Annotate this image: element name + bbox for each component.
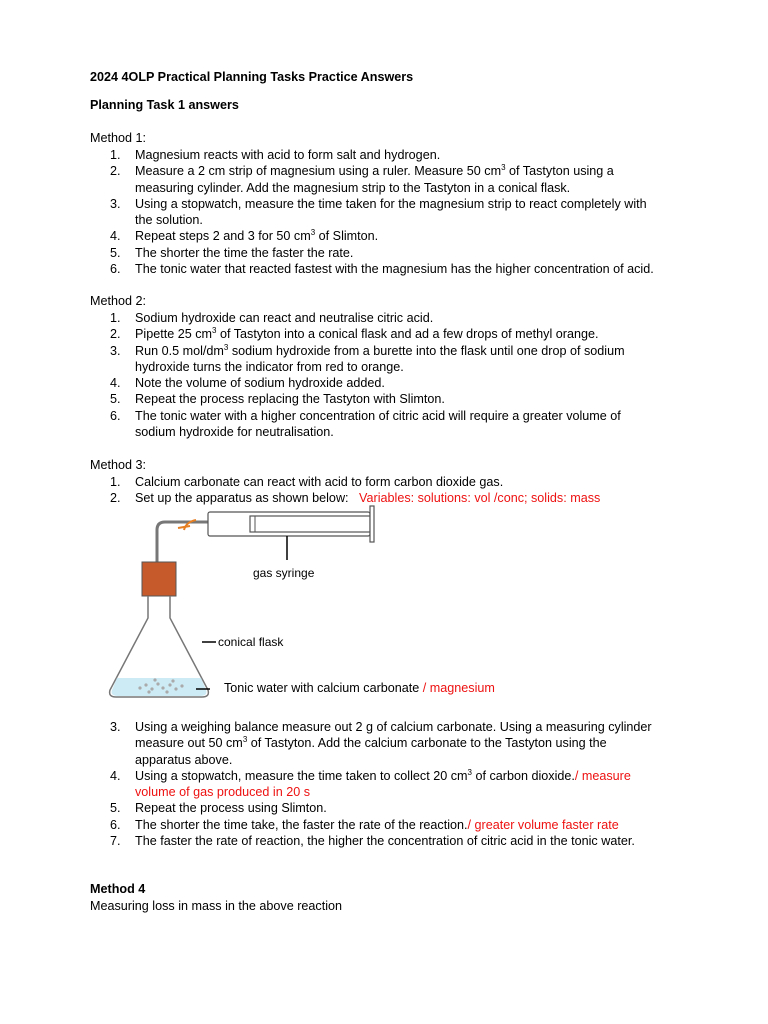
- method3-heading: Method 3:: [90, 458, 147, 472]
- section-heading: Planning Task 1 answers: [90, 98, 239, 112]
- method1-steps: [90, 147, 730, 277]
- list-item: 6. The tonic water that reacted fastest with the magnesium has the higher concentration of acid.: [110, 262, 654, 277]
- list-item: 5. Repeat the process using Slimton.: [110, 801, 327, 816]
- method2-heading: Method 2:: [90, 294, 147, 308]
- method4-heading: Method 4: [90, 882, 146, 896]
- method4-text: Measuring loss in mass in the above reaction: [90, 899, 343, 913]
- variables-note: Variables: solutions: vol /conc; solids: mass: [359, 491, 601, 506]
- flask-label: conical flask: [218, 635, 284, 649]
- apparatus-diagram: [100, 500, 700, 710]
- list-item: 3. Run 0.5 mol/$dm^3$ sodium hydroxide from a burette into the flask until one drop of sodium hydroxide turns the indicator from red to orange.: [110, 342, 625, 374]
- list-item: 1. Calcium carbonate can react with acid to form carbon dioxide gas.: [110, 475, 504, 489]
- flask-liquid: [112, 678, 207, 696]
- list-item: 2. Set up the apparatus as shown below: Variables: solutions: vol /conc; solids: mass: [110, 491, 601, 506]
- list-item: 4. Repeat steps 2 and 3 for 50 $cm^3$ of Slimton.: [110, 228, 379, 244]
- list-item: 2. Pipette 25 $cm^3$ of Tastyton into a conical flask and ad a few drops of methyl orange.: [110, 326, 599, 342]
- syringe-plunger: [250, 516, 370, 532]
- list-item: 6. The shorter the time take, the faster the rate of the reaction./ greater volume faster rate: [110, 817, 619, 832]
- list-item: 5. Repeat the process replacing the Tastyton with Slimton.: [110, 392, 445, 407]
- apparatus-figure: [100, 500, 700, 710]
- list-item: 1. Sodium hydroxide can react and neutralise citric acid.: [110, 311, 434, 325]
- contents-label: Tonic water with calcium carbonate / magnesium: [224, 681, 495, 695]
- list-item: 1. Magnesium reacts with acid to form salt and hydrogen.: [110, 148, 441, 162]
- list-item: 2. Measure a 2 cm strip of magnesium using a ruler. Measure 50 $cm^3$ of Tastyton using a measuring cylinder. Add the magnesium strip to the Tastyton in a conical flask.: [110, 163, 614, 195]
- list-item: 5. The shorter the time the faster the rate.: [110, 245, 354, 260]
- list-item: 4. Note the volume of sodium hydroxide added.: [110, 376, 385, 391]
- method3-steps-bottom: [90, 719, 740, 849]
- method2-steps: [90, 310, 730, 440]
- list-item: 6. The tonic water with a higher concentration of citric acid will require a greater volume of sodium hydroxide for neutralisation.: [110, 408, 621, 440]
- list-item: 3. Using a stopwatch, measure the time taken for the magnesium strip to react completely with the solution.: [110, 196, 647, 228]
- list-item: 3. Using a weighing balance measure out 2 g of calcium carbonate. Using a measuring cylinder measure out 50 $cm^3$ of Tastyton. Add the calcium carbonate to the Tastyton using the apparatus above.: [110, 720, 652, 767]
- list-item: 4. Using a stopwatch, measure the time taken to collect 20 $cm^3$ of carbon dioxide./ measure volume of gas produced in 20 s: [110, 767, 631, 800]
- list-item: 7. The faster the rate of reaction, the higher the concentration of citric acid in the tonic water.: [110, 834, 635, 849]
- document-title: 2024 4OLP Practical Planning Tasks Practice Answers: [90, 70, 414, 84]
- method1-heading: Method 1:: [90, 131, 147, 145]
- bung: [142, 562, 176, 596]
- syringe-label: gas syringe: [253, 566, 315, 580]
